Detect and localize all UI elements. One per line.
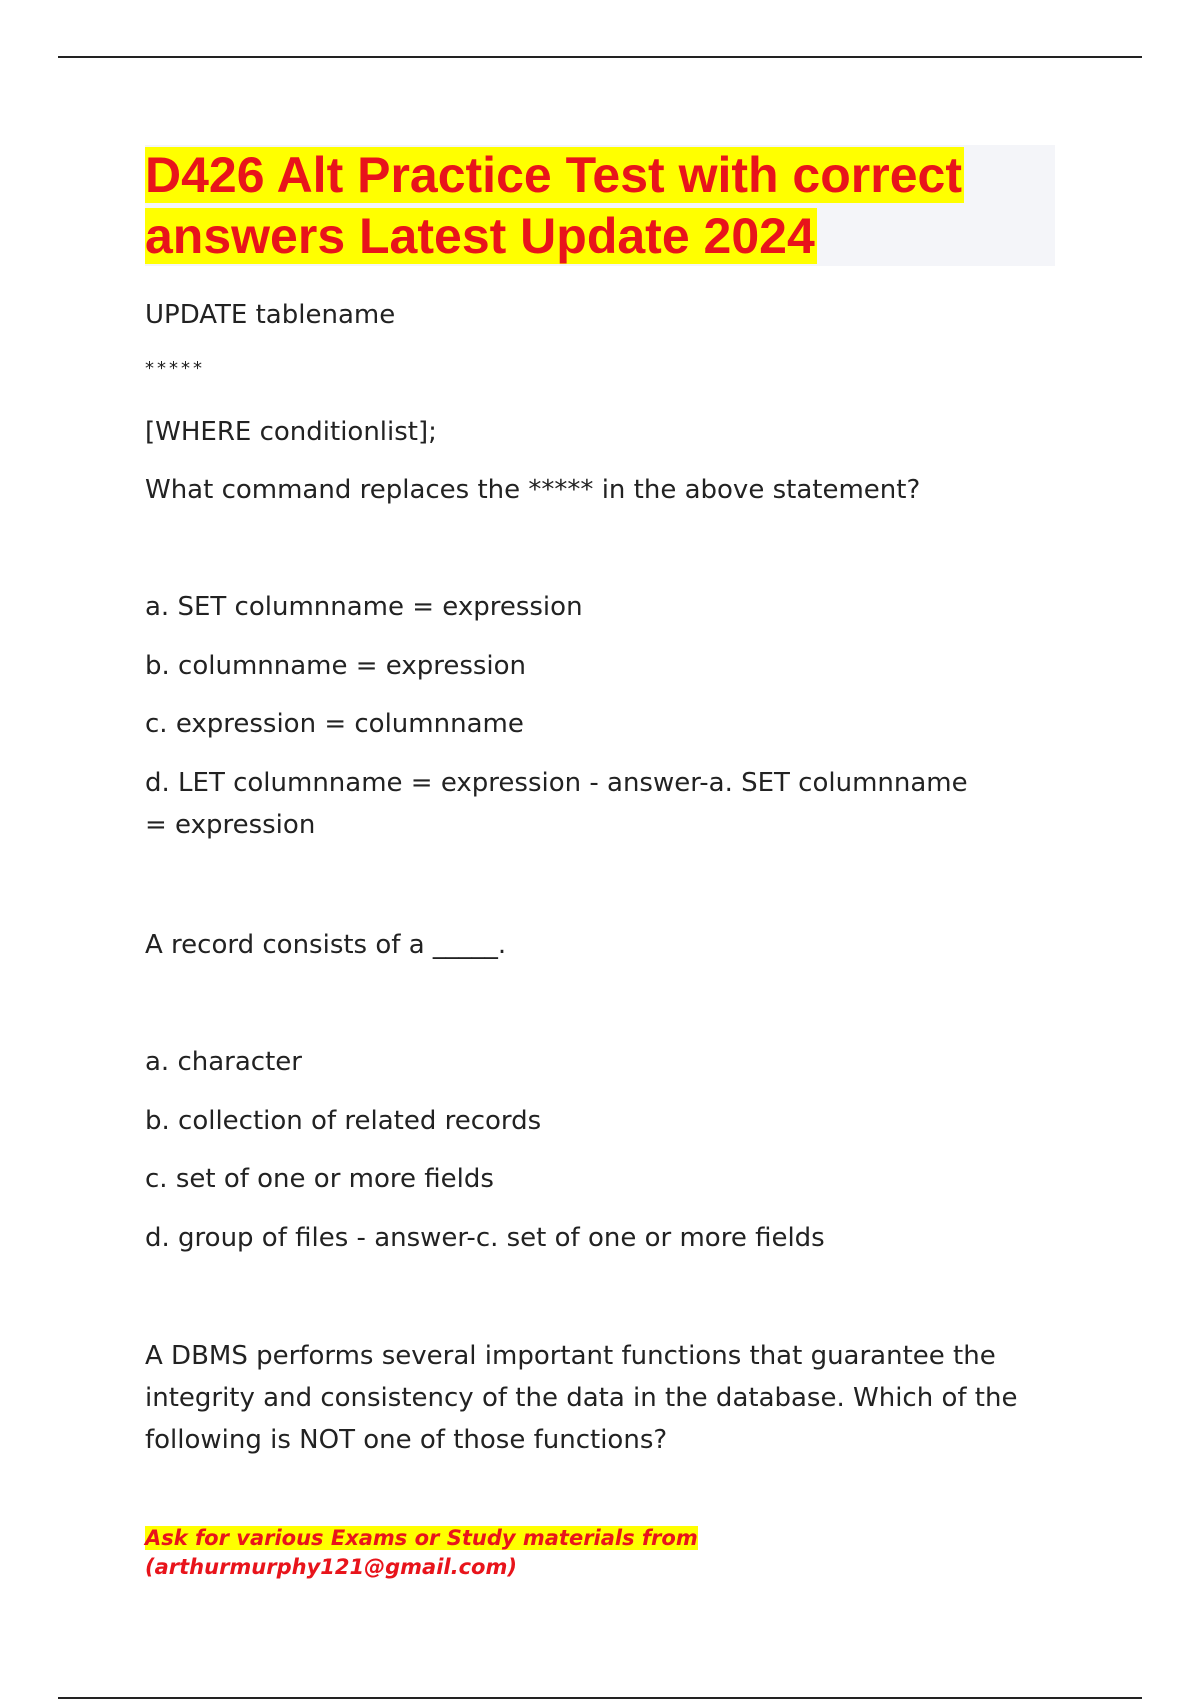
q1-stem-line-2: *****: [145, 358, 205, 379]
q1-stem-line-3: [WHERE conditionlist];: [145, 417, 437, 447]
footer-line-2: (arthurmurphy121@gmail.com): [145, 1555, 517, 1579]
q3-question: A DBMS performs several important functions that guarantee the integrity and consistency of the data in the database. Which of the following is NOT one of those functions?: [145, 1341, 1018, 1455]
q2-option-c: c. set of one or more fields: [145, 1164, 494, 1194]
q2-option-a: a. character: [145, 1047, 302, 1077]
top-rule: [58, 56, 1142, 58]
bottom-rule: [58, 1697, 1142, 1699]
q2-option-b: b. collection of related records: [145, 1106, 542, 1136]
q1-stem-line-1: UPDATE tablename: [145, 300, 396, 330]
q2-question: A record consists of a _____.: [145, 930, 507, 960]
q2-option-d: d. group of files - answer-c. set of one or more fields: [145, 1223, 825, 1253]
q1-option-a: a. SET columnname = expression: [145, 592, 583, 622]
document-title-block: [145, 145, 1055, 266]
title-line-2: answers Latest Update 2024: [145, 208, 815, 264]
q1-option-c: c. expression = columnname: [145, 709, 524, 739]
q1-option-d: d. LET columnname = expression - answer-a. SET columnname = expression: [145, 768, 968, 840]
footer-contact-note: [145, 1524, 698, 1582]
footer-line-1: Ask for various Exams or Study materials from: [145, 1526, 698, 1550]
q1-option-b: b. columnname = expression: [145, 651, 527, 681]
title-box: [145, 145, 1055, 266]
title-line-1: D426 Alt Practice Test with correct: [145, 147, 962, 203]
document-title: [145, 145, 1055, 267]
q1-question: What command replaces the ***** in the above statement?: [145, 475, 921, 505]
